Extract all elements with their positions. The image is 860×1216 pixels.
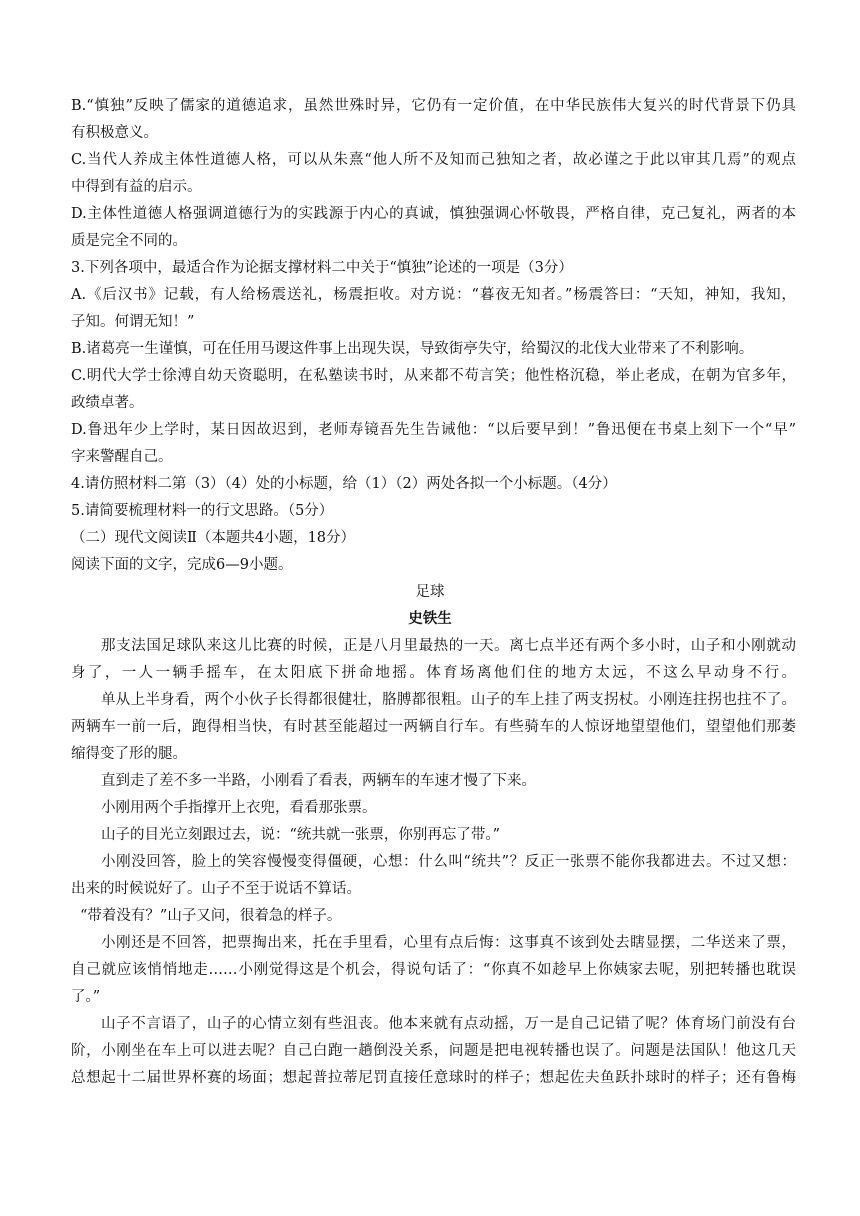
option-b-line-2: 有积极意义。 <box>71 125 158 141</box>
option-c-line-1: C.当代人养成主体性道德人格，可以从朱熹“他人所不及知而己独知之者，故必谨之于此以审其几焉”的观点 <box>71 152 796 168</box>
q3-option-d-line-1: D.鲁迅年少上学时，某日因故迟到，老师寿镜吾先生告诫他：“以后要早到！”鲁迅便在书桌上刻下一个“早” <box>71 422 796 438</box>
q3-option-a-line-2: 子知。何谓无知！” <box>71 314 195 330</box>
q3-option-b: B.诸葛亮一生谨慎，可在任用马谡这件事上出现失误，导致街亭失守，给蜀汉的北伐大业带来了不利影响。 <box>71 341 754 357</box>
paragraph-line: 了。” <box>71 989 101 1005</box>
paragraph-line: 小刚还是不回答，把票掏出来，托在手里看，心里有点后悔：这事真不该到处去瞎显摆，二华送来了票， <box>101 935 796 951</box>
q3-option-c-line-1: C.明代大学士徐溥自幼天资聪明，在私塾读书时，从来都不苟言笑；他性格沉稳，举止老成，在朝为官多年， <box>71 368 796 384</box>
question-4: 4.请仿照材料二第（3）（4）处的小标题，给（1）（2）两处各拟一个小标题。（4分） <box>71 476 617 492</box>
question-3: 3.下列各项中，最适合作为论据支撑材料二中关于“慎独”论述的一项是（3分） <box>71 260 573 276</box>
paragraph-line: 两辆车一前一后，跑得相当快，有时甚至能超过一两辆自行车。有些骑车的人惊讶地望望他们，望望他们那萎 <box>71 719 796 735</box>
paragraph-line: 自己就应该悄悄地走……小刚觉得这是个机会，得说句话了：“你真不如趁早上你姨家去呢，别把转播也耽误 <box>71 962 796 978</box>
paragraph-line: 缩得变了形的腿。 <box>71 746 187 762</box>
option-c-line-2: 中得到有益的启示。 <box>71 179 202 195</box>
paragraph-line: 山子不言语了，山子的心情立刻有些沮丧。他本来就有点动摇，万一是自己记错了呢？体育场门前没有台 <box>101 1016 796 1032</box>
option-d-line-1: D.主体性道德人格强调道德行为的实践源于内心的真诚，慎独强调心怀敬畏，严格自律，克己复礼，两者的本 <box>71 206 796 222</box>
option-b-line-1: B.“慎独”反映了儒家的道德追求，虽然世殊时异，它仍有一定价值，在中华民族伟大复兴的时代背景下仍具 <box>71 98 796 114</box>
paragraph-line: 山子的目光立刻跟过去，说：“统共就一张票，你别再忘了带。” <box>101 827 501 843</box>
paragraph-line: 总想起十二届世界杯赛的场面；想起普拉蒂尼罚直接任意球时的样子；想起佐夫鱼跃扑球时的样子；还有鲁梅 <box>71 1070 796 1086</box>
question-5: 5.请简要梳理材料一的行文思路。（5分） <box>71 503 334 519</box>
paragraph-line: 出来的时候说好了。山子不至于说话不算话。 <box>71 881 361 897</box>
q3-option-a-line-1: A.《后汉书》记载，有人给杨震送礼，杨震拒收。对方说：“暮夜无知者。”杨震答曰：“天知，神知，我知， <box>71 287 796 303</box>
section-heading: （二）现代文阅读Ⅱ（本题共4小题，18分） <box>71 530 356 546</box>
option-d-line-2: 质是完全不同的。 <box>71 233 187 249</box>
paragraph-line: 直到走了差不多一半路，小刚看了看表，两辆车的车速才慢了下来。 <box>101 773 536 789</box>
paragraph-line: 小刚没回答，脸上的笑容慢慢变得僵硬，心想：什么叫“统共”？反正一张票不能你我都进去。不过又想： <box>101 854 796 870</box>
paragraph-line: 身了，一人一辆手摇车，在太阳底下拼命地摇。体育场离他们住的地方太远，不这么早动身不行。 <box>71 665 796 681</box>
paragraph-line: 单从上半身看，两个小伙子长得都很健壮，胳膊都很粗。山子的车上挂了两支拐杖。小刚连拄拐也拄不了。 <box>101 692 796 708</box>
reading-instruction: 阅读下面的文字，完成6—9小题。 <box>71 557 293 573</box>
paragraph-line: 那支法国足球队来这儿比赛的时候，正是八月里最热的一天。离七点半还有两个多小时，山子和小刚就动 <box>101 638 796 654</box>
q3-option-d-line-2: 字来警醒自己。 <box>71 449 173 465</box>
paragraph-line: 小刚用两个手指撑开上衣兜，看看那张票。 <box>101 800 377 816</box>
q3-option-c-line-2: 政绩卓著。 <box>71 395 144 411</box>
article-title: 足球 <box>415 584 445 600</box>
paragraph-line: 阶，小刚坐在车上可以进去呢？自己白跑一趟倒没关系，问题是把电视转播也误了。问题是法国队！他这几天 <box>71 1043 796 1059</box>
paragraph-line: “带着没有？”山子又问，很着急的样子。 <box>80 908 342 924</box>
article-author: 史铁生 <box>408 610 452 627</box>
